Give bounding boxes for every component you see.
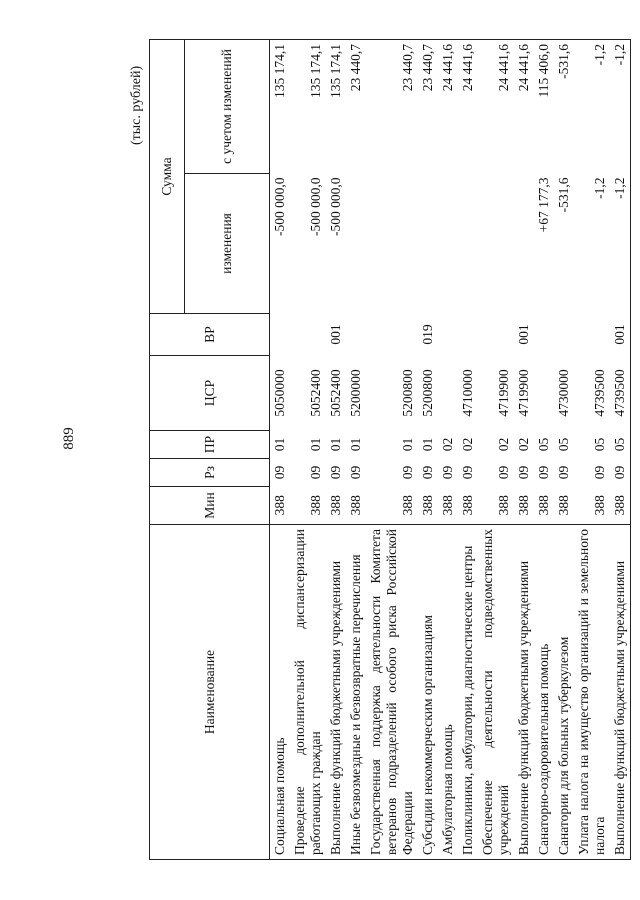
- row-min: 388: [400, 495, 415, 516]
- row-pr: 02: [496, 437, 511, 452]
- row-pr: 01: [272, 437, 287, 452]
- row-min: 388: [556, 495, 571, 516]
- row-csr: 4739500: [610, 356, 631, 431]
- row-rz: 09: [348, 465, 363, 480]
- row-name: Иные безвозмездные и безвозвратные перечисления: [346, 525, 366, 860]
- row-csr: 5200800: [420, 369, 435, 417]
- row-pr: 01: [348, 437, 363, 452]
- row-min: 388: [592, 495, 607, 516]
- table-row: [366, 39, 418, 859]
- row-rz: 09: [328, 465, 343, 480]
- row-pr: 05: [610, 431, 631, 459]
- row-rz: 09: [272, 465, 287, 480]
- row-total: 135 174,1: [270, 39, 291, 173]
- row-min: 388: [308, 495, 323, 516]
- row-name: Обеспечение деятельности подведомственных учреждений: [478, 525, 514, 860]
- row-pr: 05: [556, 437, 571, 452]
- table-row: [458, 39, 478, 859]
- row-total: -531,6: [554, 39, 574, 173]
- row-min: 388: [610, 487, 631, 525]
- row-change: [438, 174, 458, 314]
- row-change: [418, 174, 438, 314]
- row-change: +67 177,3: [536, 177, 551, 233]
- row-csr: [438, 356, 458, 431]
- row-vr: [554, 314, 574, 356]
- row-min: 388: [516, 495, 531, 516]
- row-rz: 09: [460, 465, 475, 480]
- header-min: Мин: [150, 487, 270, 525]
- table-row: [326, 39, 346, 859]
- row-total: -1,2: [610, 39, 631, 173]
- row-rz: 09: [440, 465, 455, 480]
- row-pr: 02: [440, 437, 455, 452]
- row-vr: [478, 314, 514, 356]
- row-pr: 01: [420, 437, 435, 452]
- row-rz: 09: [400, 465, 415, 480]
- row-change: [458, 174, 478, 314]
- table-row: [478, 39, 514, 859]
- row-name: Выполнение функций бюджетными учреждениями: [610, 525, 631, 860]
- row-pr: 05: [536, 437, 551, 452]
- row-pr: 01: [400, 437, 415, 452]
- row-vr: 001: [610, 314, 631, 356]
- table-row: [438, 39, 458, 859]
- row-vr: 001: [516, 324, 531, 345]
- header-rz: Рз: [150, 459, 270, 487]
- row-vr: [290, 314, 326, 356]
- row-total: 24 441,6: [458, 39, 478, 173]
- header-name: Наименование: [150, 525, 270, 860]
- row-min: 388: [460, 495, 475, 516]
- row-total: 23 440,7: [366, 39, 418, 173]
- row-name: Выполнение функций бюджетными учреждениями: [326, 525, 346, 860]
- row-change: [514, 174, 534, 314]
- row-min: 388: [328, 495, 343, 516]
- budget-table: [149, 39, 631, 860]
- row-name: Социальная помощь: [270, 525, 291, 860]
- row-name: Уплата налога на имущество организаций и земельного налога: [574, 525, 610, 860]
- row-rz: 09: [420, 465, 435, 480]
- table-row: [270, 39, 291, 859]
- row-pr: 05: [592, 437, 607, 452]
- row-rz: 09: [536, 465, 551, 480]
- row-min: 388: [348, 495, 363, 516]
- row-csr: 5200800: [400, 369, 415, 417]
- row-change: -500 000,0: [328, 177, 343, 236]
- row-name: Амбулаторная помощь: [438, 525, 458, 860]
- row-pr: 01: [308, 437, 323, 452]
- row-name: Санатории для больных туберкулезом: [554, 525, 574, 860]
- row-min: 388: [420, 495, 435, 516]
- row-total: 24 441,6: [514, 39, 534, 173]
- row-total: 23 440,7: [346, 39, 366, 173]
- table-row: [418, 39, 438, 859]
- row-name: Поликлиники, амбулатории, диагностические центры: [458, 525, 478, 860]
- row-name: Государственная поддержка деятельности Комитета ветеранов подразделений особого риска Российской Федерации: [366, 525, 418, 860]
- row-change: [346, 174, 366, 314]
- table-row: [534, 39, 554, 859]
- row-change: -500 000,0: [308, 177, 323, 236]
- row-vr: [458, 314, 478, 356]
- table-row: [346, 39, 366, 859]
- row-total: 23 440,7: [418, 39, 438, 173]
- row-csr: 4739500: [592, 369, 607, 417]
- row-change: -1,2: [592, 177, 607, 199]
- units-note: (тыс. рублей): [129, 65, 144, 145]
- row-vr: [534, 314, 554, 356]
- row-rz: 09: [610, 459, 631, 487]
- row-change: -1,2: [610, 174, 631, 314]
- row-total: 115 406,0: [534, 39, 554, 173]
- header-with-changes: с учетом изменений: [185, 39, 270, 173]
- row-vr: [270, 314, 291, 356]
- row-total: 24 441,6: [438, 39, 458, 173]
- header-csr: ЦСР: [150, 356, 270, 431]
- row-name: Выполнение функций бюджетными учреждениями: [514, 525, 534, 860]
- rotated-page-content: [105, 40, 627, 860]
- row-pr: 02: [516, 437, 531, 452]
- header-change: изменения: [185, 174, 270, 314]
- row-min: 388: [272, 495, 287, 516]
- row-pr: 01: [328, 437, 343, 452]
- row-rz: 09: [516, 465, 531, 480]
- row-rz: 09: [308, 465, 323, 480]
- row-name: Санаторно-оздоровительная помощь: [534, 525, 554, 860]
- row-csr: 5200000: [348, 369, 363, 417]
- table-row: [514, 39, 534, 859]
- header-vr: ВР: [150, 314, 270, 356]
- row-name: Проведение дополнительной диспансеризации работающих граждан: [290, 525, 326, 860]
- row-change: [478, 174, 514, 314]
- table-row: [610, 39, 631, 859]
- row-total: -1,2: [574, 39, 610, 173]
- row-csr: [534, 356, 554, 431]
- table-row: [574, 39, 610, 859]
- row-csr: 5050000: [272, 369, 287, 417]
- row-rz: 09: [592, 465, 607, 480]
- row-vr: 001: [328, 324, 343, 345]
- row-name: Субсидии некоммерческим организациям: [418, 525, 438, 860]
- table-row: [290, 39, 326, 859]
- row-total: 135 174,1: [326, 39, 346, 173]
- page-number: 889: [60, 427, 77, 450]
- row-vr: 019: [420, 324, 435, 345]
- row-total: 24 441,6: [478, 39, 514, 173]
- row-vr: [574, 314, 610, 356]
- row-pr: 02: [460, 437, 475, 452]
- row-csr: 4730000: [556, 369, 571, 417]
- row-total: 135 174,1: [290, 39, 326, 173]
- row-rz: 09: [556, 465, 571, 480]
- row-csr: 4710000: [460, 369, 475, 417]
- row-change: [366, 174, 418, 314]
- row-vr: [438, 314, 458, 356]
- row-min: 388: [536, 495, 551, 516]
- header-sum-group: Сумма: [150, 39, 185, 313]
- row-csr: 5052400: [308, 369, 323, 417]
- row-vr: [366, 314, 418, 356]
- row-change: -500 000,0: [272, 177, 287, 236]
- table-row: [554, 39, 574, 859]
- row-change: -531,6: [556, 177, 571, 213]
- row-min: 388: [496, 495, 511, 516]
- row-vr: [346, 314, 366, 356]
- row-csr: 5052400: [328, 369, 343, 417]
- row-min: 388: [440, 495, 455, 516]
- row-csr: 4719900: [496, 369, 511, 417]
- row-csr: 4719900: [516, 369, 531, 417]
- row-rz: 09: [496, 465, 511, 480]
- header-pr: ПР: [150, 431, 270, 459]
